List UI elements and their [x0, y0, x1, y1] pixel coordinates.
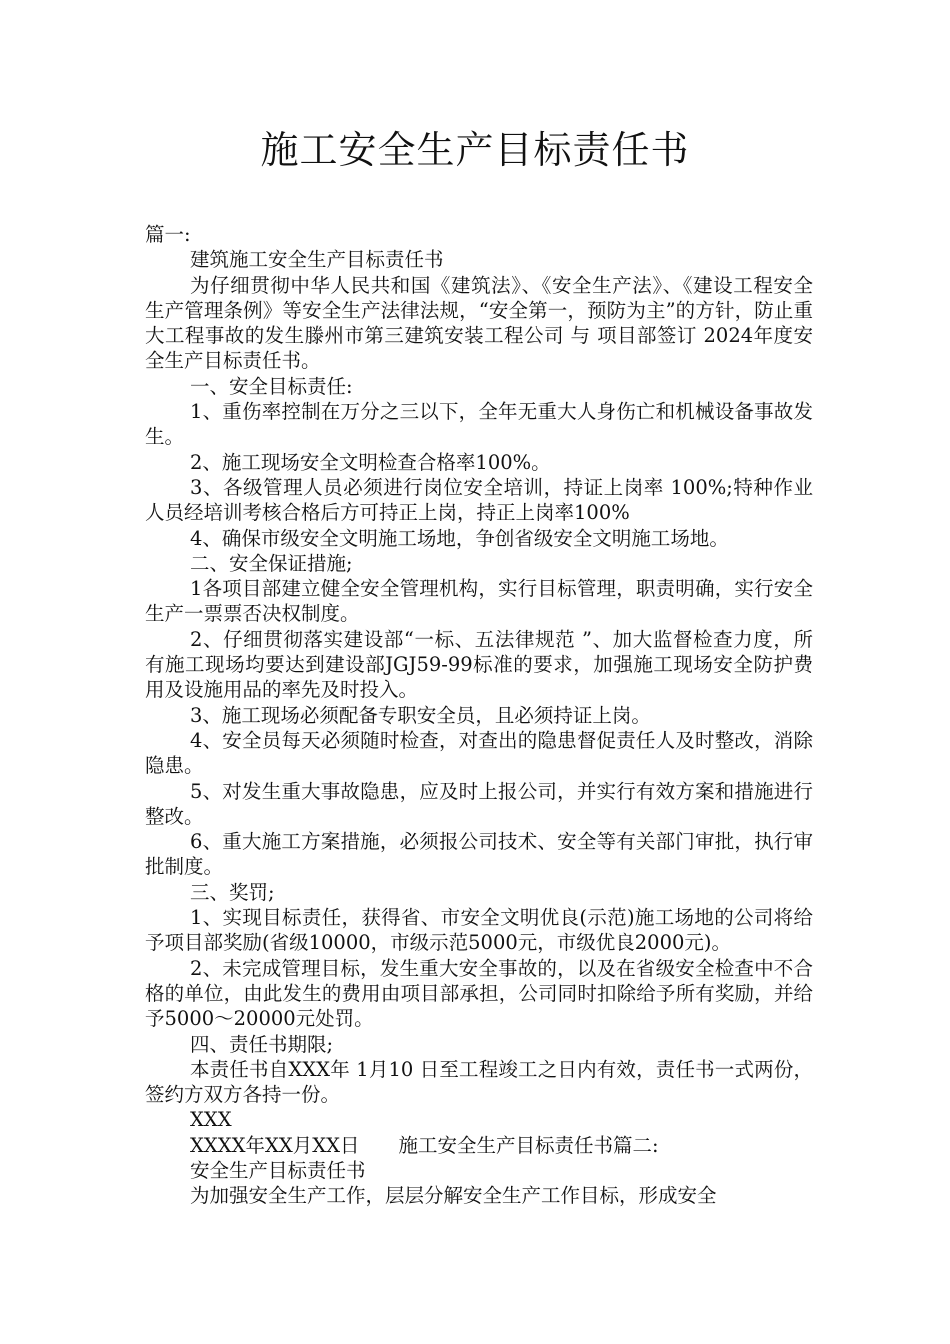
paragraph: 篇一:	[145, 223, 191, 246]
paragraph: 四、责任书期限;	[190, 1032, 334, 1056]
paragraph: 为加强安全生产工作，层层分解安全生产工作目标，形成安全	[190, 1184, 717, 1208]
paragraph: 本责任书自XXX年 1月10 日至工程竣工之日内有效，责任书一式两份，签约方双方各持一份。	[145, 1057, 813, 1107]
document-body	[145, 222, 813, 1209]
paragraph: 二、安全保证措施;	[190, 551, 353, 575]
paragraph: 6、重大施工方案措施，必须报公司技术、安全等有关部门审批，执行审批制度。	[145, 830, 813, 879]
paragraph: 4、安全员每天必须随时检查，对查出的隐患督促责任人及时整改，消除隐患。	[145, 728, 813, 778]
paragraph: 2、仔细贯彻落实建设部“一标、五法律规范 ”、加大监督检查力度，所有施工现场均要达到建设部JGJ59-99标准的要求，加强施工现场安全防护费用及设施用品的率先及时投入。	[145, 627, 813, 702]
document-title: 施工安全生产目标责任书	[260, 128, 690, 172]
paragraph: 1、重伤率控制在万分之三以下，全年无重大人身伤亡和机械设备事故发生。	[145, 400, 813, 449]
paragraph: 1各项目部建立健全安全管理机构，实行目标管理，职责明确，实行安全生产一票票否决权制度。	[145, 577, 813, 626]
paragraph: 安全生产目标责任书	[190, 1158, 366, 1182]
paragraph: 3、施工现场必须配备专职安全员，且必须持证上岗。	[190, 703, 651, 727]
paragraph: 为仔细贯彻中华人民共和国《建筑法》、《安全生产法》、《建设工程安全生产管理条例》等安全生产法律法规，“安全第一，预防为主”的方针，防止重大工程事故的发生滕州市第三建筑安装工程公司 与 项目部签订 2024年度安全生产目标责任书。	[145, 273, 813, 373]
paragraph: 2、施工现场安全文明检查合格率100%。	[190, 450, 551, 474]
paragraph: XXXX年XX月XX日 施工安全生产目标责任书篇二:	[190, 1133, 659, 1157]
paragraph: 4、确保市级安全文明施工场地，争创省级安全文明施工场地。	[190, 526, 729, 550]
paragraph: 2、未完成管理目标，发生重大安全事故的，以及在省级安全检查中不合格的单位，由此发生的费用由项目部承担，公司同时扣除给予所有奖励，并给予5000～20000元处罚。	[145, 956, 813, 1031]
paragraph: 一、安全目标责任:	[190, 374, 353, 398]
paragraph: 5、对发生重大事故隐患，应及时上报公司，并实行有效方案和措施进行整改。	[145, 779, 813, 828]
paragraph: 3、各级管理人员必须进行岗位安全培训，持证上岗率 100%;特种作业人员经培训考核合格后方可持正上岗，持正上岗率100%	[145, 475, 813, 525]
paragraph: 三、奖罚;	[190, 880, 275, 904]
paragraph: 建筑施工安全生产目标责任书	[190, 248, 444, 272]
paragraph: 1、实现目标责任，获得省、市安全文明优良(示范)施工场地的公司将给予项目部奖励(省级10000，市级示范5000元，市级优良2000元)。	[145, 906, 813, 955]
paragraph: XXX	[190, 1108, 232, 1132]
